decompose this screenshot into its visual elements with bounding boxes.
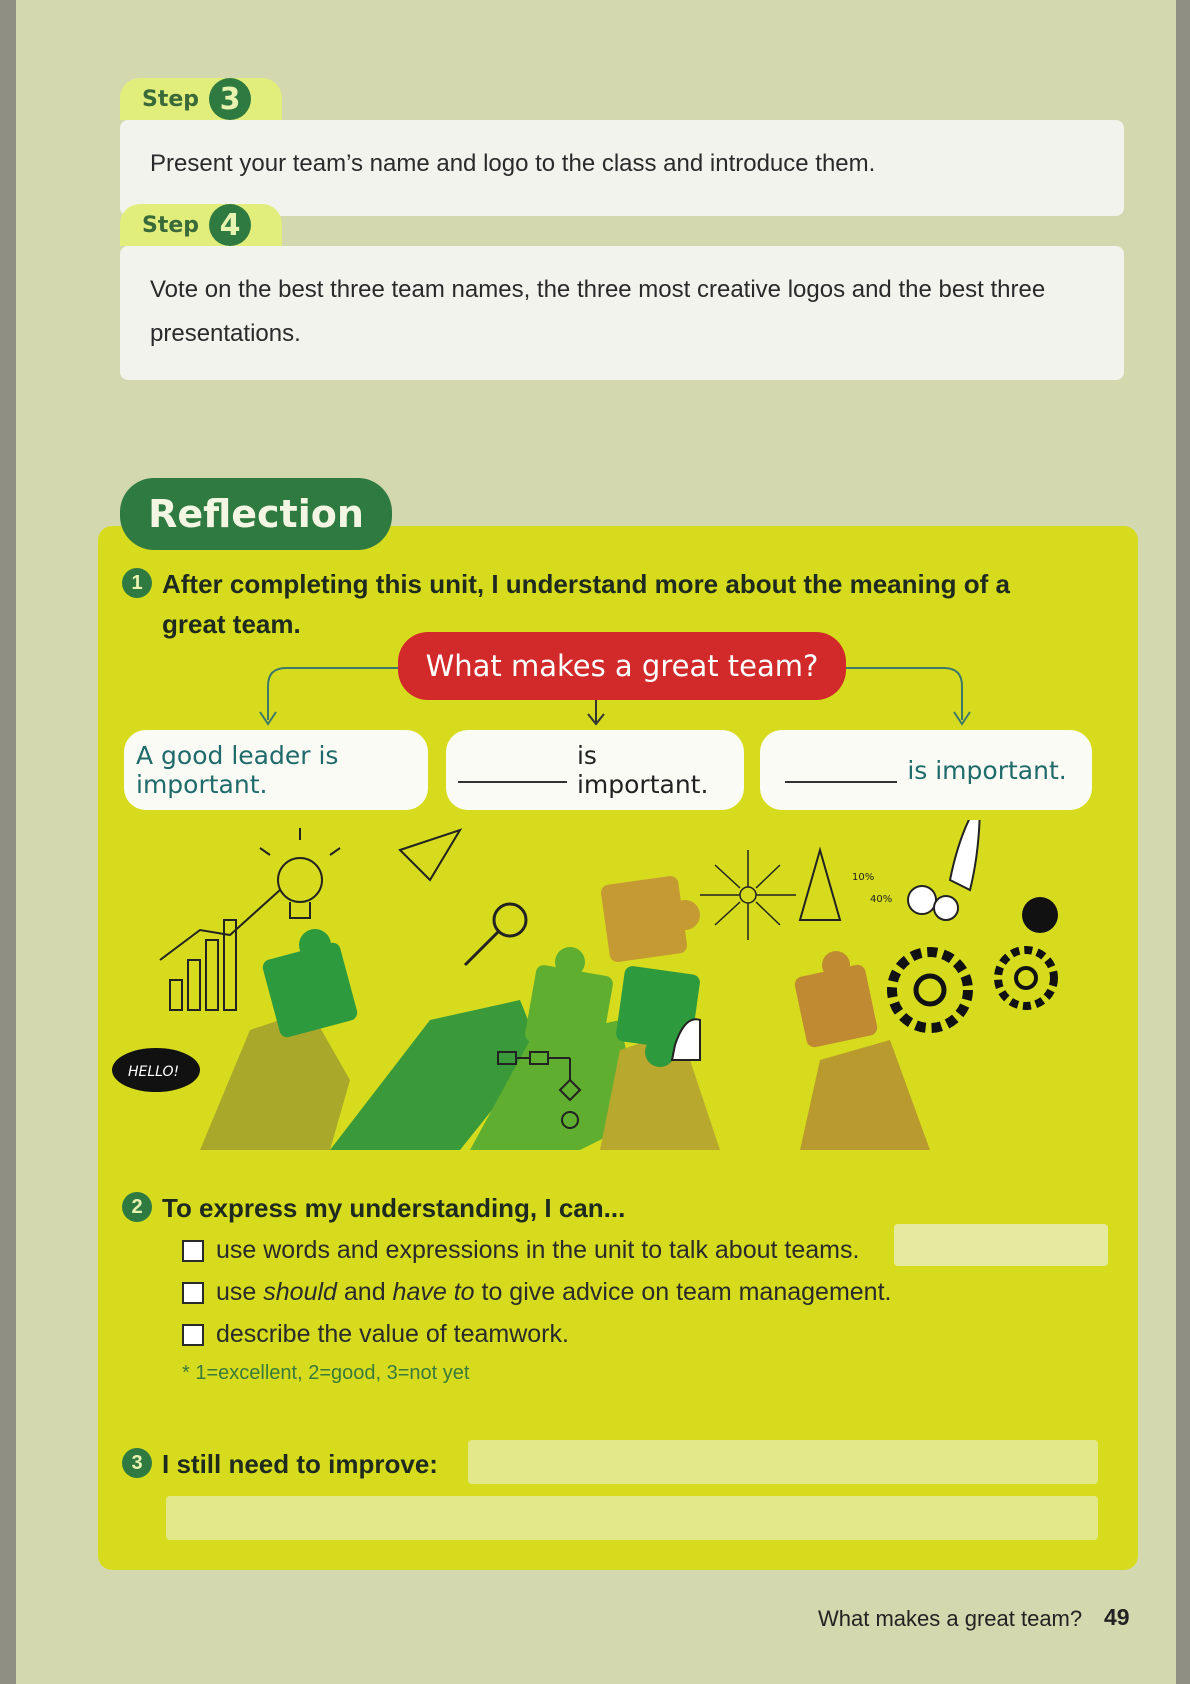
- rocket-doodle: [908, 820, 980, 920]
- answer-box-1: [124, 730, 428, 810]
- network-doodle: [700, 850, 796, 940]
- magnifier-doodle: [465, 904, 526, 965]
- lightbulb-doodle: [260, 828, 340, 918]
- answer-1-text: A good leader is important.: [136, 741, 339, 799]
- question-2: [122, 1188, 1022, 1228]
- rating-box[interactable]: [894, 1224, 1108, 1266]
- hello-bubble: [112, 1048, 200, 1092]
- step-number: 4: [209, 204, 251, 246]
- reflection-title: Reflection: [120, 478, 392, 550]
- improve-input-line-2[interactable]: [166, 1496, 1098, 1540]
- growth-doodle: [800, 850, 892, 920]
- answer-3-text: is important.: [907, 755, 1067, 785]
- question-2-text: To express my understanding, I can...: [162, 1193, 626, 1223]
- bar-chart-doodle: [160, 890, 280, 1010]
- checkbox[interactable]: [182, 1240, 204, 1262]
- check-item-3[interactable]: [182, 1320, 569, 1349]
- footer-title: What makes a great team?: [818, 1606, 1083, 1631]
- teamwork-illustration: [100, 820, 1140, 1150]
- check-item-2[interactable]: [182, 1278, 891, 1307]
- page-number: 49: [1104, 1604, 1130, 1630]
- arm-shape: [800, 1040, 930, 1150]
- gears-doodle: [892, 897, 1058, 1028]
- arm-shape: [200, 1010, 350, 1150]
- pct-label-1: 10%: [852, 872, 875, 883]
- question-number: 1: [122, 568, 152, 598]
- step-label: Step: [142, 212, 200, 238]
- checkbox[interactable]: [182, 1282, 204, 1304]
- rating-note: * 1=excellent, 2=good, 3=not yet: [182, 1362, 470, 1384]
- question-number: 2: [122, 1192, 152, 1222]
- step-4-text: Vote on the best three team names, the three most creative logos and the best three presentations.: [150, 276, 1046, 347]
- check-item-text: use words and expressions in the unit to talk about teams.: [216, 1236, 860, 1264]
- step-3-text: Present your team’s name and logo to the class and introduce them.: [150, 150, 876, 177]
- hello-label: HELLO!: [128, 1064, 180, 1080]
- answer-blank[interactable]: [458, 757, 567, 783]
- question-3-text: I still need to improve:: [162, 1449, 438, 1479]
- pct-label-2: 40%: [870, 894, 893, 905]
- step-number: 3: [209, 78, 251, 120]
- question-number: 3: [122, 1448, 152, 1478]
- textbook-page: [16, 0, 1176, 1684]
- check-item-1[interactable]: [182, 1236, 859, 1265]
- answer-box-3[interactable]: [760, 730, 1092, 810]
- answer-2-text: is important.: [576, 741, 709, 799]
- answer-blank[interactable]: [785, 757, 897, 783]
- improve-input-line-1[interactable]: [468, 1440, 1098, 1484]
- checkbox[interactable]: [182, 1324, 204, 1346]
- check-item-text: use should and have to to give advice on team management.: [216, 1278, 892, 1306]
- step-label: Step: [142, 86, 200, 112]
- check-item-text: describe the value of teamwork.: [216, 1320, 569, 1348]
- question-3: [122, 1444, 442, 1484]
- answer-box-2[interactable]: [446, 730, 744, 810]
- question-1-text: After completing this unit, I understand more about the meaning of a great team.: [162, 569, 1010, 639]
- puzzle-piece: [524, 964, 614, 1054]
- paper-plane-doodle: [400, 830, 460, 880]
- central-question: What makes a great team?: [398, 632, 846, 700]
